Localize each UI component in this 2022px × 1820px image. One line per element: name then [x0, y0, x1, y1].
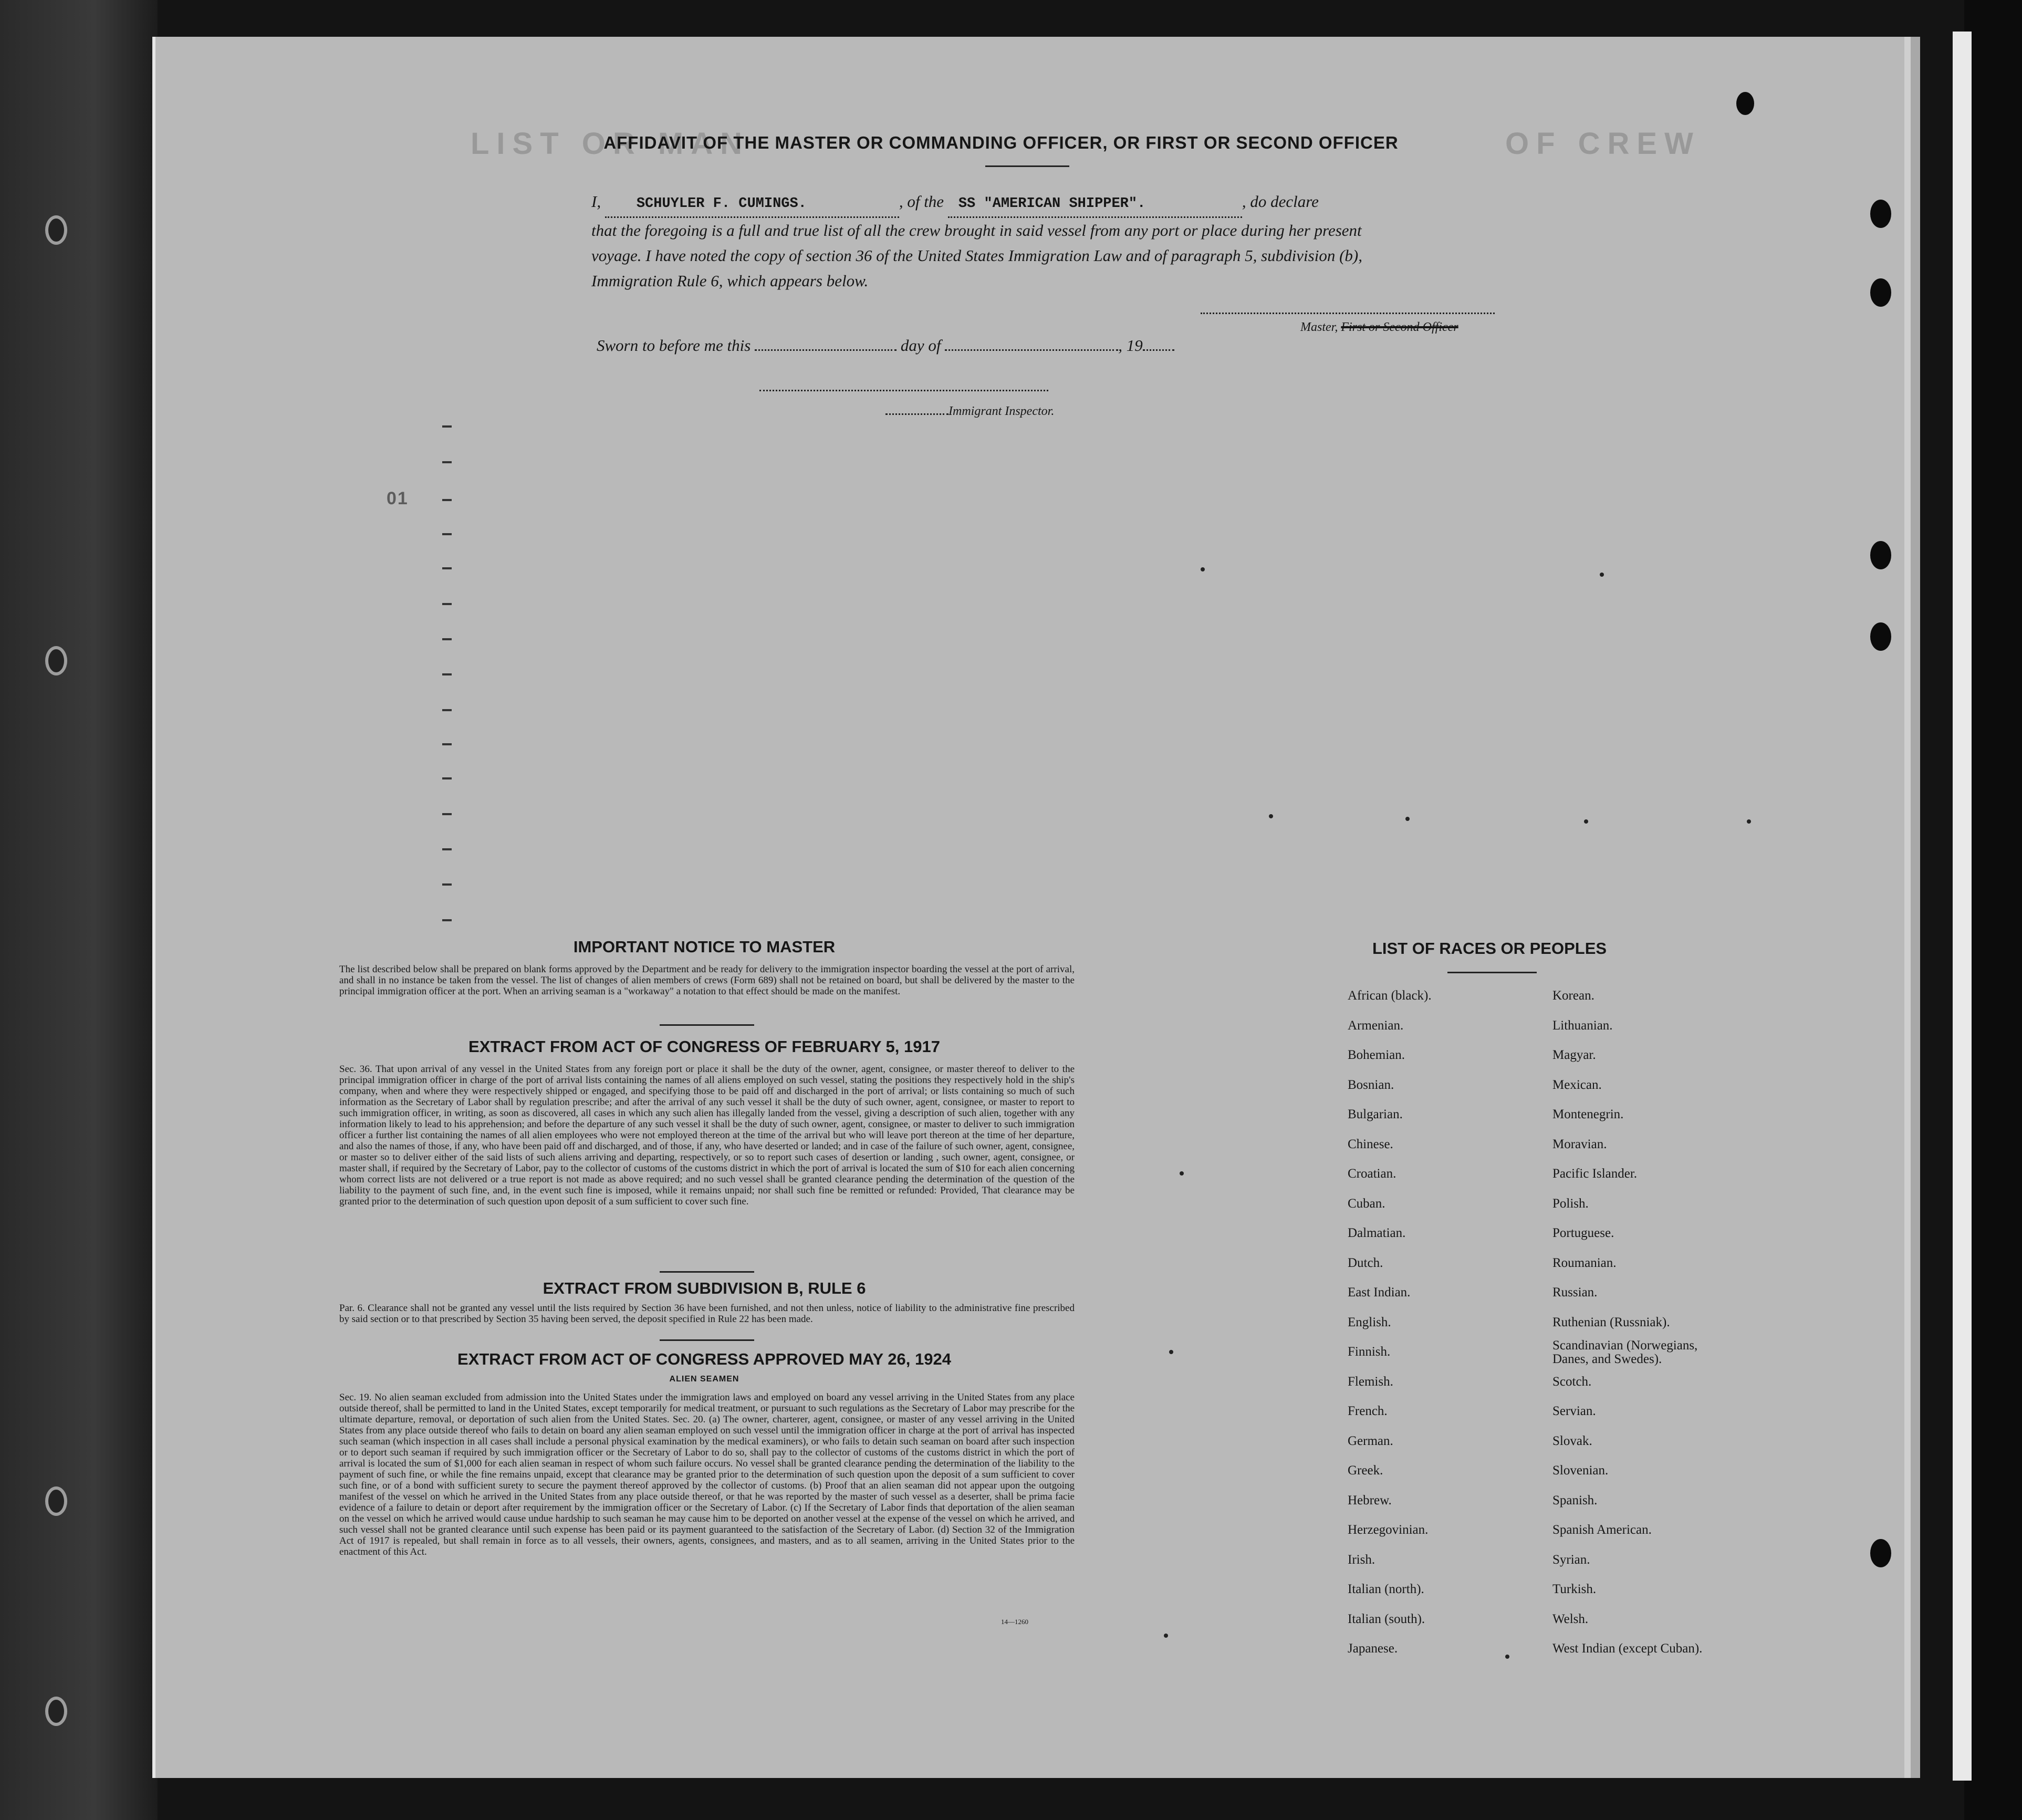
master-struck-title: First or Second Officer: [1341, 320, 1458, 334]
affidavit-i: I,: [591, 192, 601, 211]
inspector-signature-line: [759, 390, 1048, 391]
race-item: French.: [1348, 1404, 1388, 1418]
race-item: Italian (north).: [1348, 1582, 1424, 1596]
title-rule: [985, 165, 1069, 167]
extract-1924-text: Sec. 19. No alien seaman excluded from admission into the United States under the immigration laws and employed on board any vessel arriving in the United States from any place outside thereof, shall be permitted to land in the United States, except temporarily for medical treatment, or pursuant to such regulations as the Secretary of Labor may prescribe for the ultimate departure, removal, or deportation of such alien from the United States. Sec. 20. (a) The owner, charterer, agent, consignee, or master of any vessel arriving in the United States from any place outside thereof who fails to detain on board any alien seaman employed on such vessel until the immigration officer in charge at the port of arrival has inspected such seaman (which inspection in all cases shall include a personal physical examination by the medical examiners), or who fails to detain such seaman on board after such inspection or to deport such seaman if required by such immigration officer or the Secretary of Labor to do so, shall pay to the collector of customs of the customs district in which the port of arrival is located the sum of $1,000 for each alien seaman in respect of whom such failure occurs. No vessel shall be granted clearance pending the determination of the liability to the payment of such fine, or while the fine remains unpaid, except that clearance may be granted prior to the determination of such question upon the deposit of a sum sufficient to cover such fine, or of a bond with sufficient surety to secure the payment thereof approved by the collector of customs. (b) Proof that an alien seaman did not appear upon the outgoing manifest of the vessel on which he arrived in the United States from any place outside thereof, or that he was reported by the master of such vessel as a deserter, shall be prima facie evidence of a failure to detain or deport after requirement by the immigration officer or the Secretary of Labor. (c) If the Secretary of Labor finds that deportation of the alien seaman on the vessel on which he arrived would cause undue hardship to such seaman he may cause him to be deported on another vessel at the expense of the vessel on which he arrived, and such vessel shall not be granted clearance until such expense has been paid or its payment guaranteed to the satisfaction of the Secretary of Labor. (d) Section 32 of the Immigration Act of 1917 is repealed, but shall remain in force as to all vessels, their owners, agents, consignees, and masters, and as to all seamen, arriving in the United States prior to the enactment of this Act.: [339, 1392, 1075, 1557]
rule6-title: EXTRACT FROM SUBDIVISION B, RULE 6: [543, 1279, 866, 1297]
race-item: Lithuanian.: [1552, 1018, 1613, 1033]
race-item: Russian.: [1552, 1285, 1598, 1299]
race-item: Servian.: [1552, 1404, 1596, 1418]
ledger-mark: [442, 743, 452, 745]
race-item: Flemish.: [1348, 1374, 1393, 1389]
bleed-through-left: LIST OR MAN: [471, 127, 749, 161]
affidavit-of-the: , of the: [899, 192, 944, 211]
race-item: Spanish American.: [1552, 1523, 1652, 1537]
race-item: Syrian.: [1552, 1552, 1590, 1567]
page-edge: [1953, 32, 1972, 1781]
race-item: African (black).: [1348, 989, 1432, 1003]
binder-hole: [1870, 622, 1891, 651]
race-item: Cuban.: [1348, 1196, 1385, 1211]
race-item: Polish.: [1552, 1196, 1589, 1211]
affidavit-do-declare: , do declare: [1242, 192, 1319, 211]
document-page: [152, 37, 1904, 1778]
race-item: Magyar.: [1552, 1048, 1596, 1062]
race-item: Portuguese.: [1552, 1226, 1614, 1240]
sworn-line: [597, 336, 1174, 355]
affidavit-line-4: Immigration Rule 6, which appears below.: [591, 272, 869, 290]
extract-1917-title: EXTRACT FROM ACT OF CONGRESS OF FEBRUARY 5, 1917: [468, 1037, 940, 1056]
ledger-mark: [442, 533, 452, 535]
ledger-mark: [442, 638, 452, 640]
race-item: East Indian.: [1348, 1285, 1411, 1299]
ledger-mark: [442, 883, 452, 886]
sworn-label: Sworn to before me this: [597, 336, 751, 355]
race-item: Greek.: [1348, 1463, 1383, 1478]
race-item: Italian (south).: [1348, 1611, 1425, 1626]
binder-hole: [45, 1697, 67, 1726]
race-item: Bohemian.: [1348, 1048, 1405, 1062]
ink-speck: [1180, 1171, 1184, 1176]
master-name: SCHUYLER F. CUMINGS.: [605, 191, 899, 218]
bleed-mark: 01: [387, 488, 409, 508]
race-item: Turkish.: [1552, 1582, 1597, 1596]
ledger-mark: [442, 919, 452, 921]
rule6-text: Par. 6. Clearance shall not be granted any vessel until the lists required by Section 36 have been furnished, and not then unless, notice of liability to the administrative fine prescribed by said section or to that prescribed by Section 35 having been served, the deposit specified in Rule 22 has been made.: [339, 1303, 1075, 1325]
race-item: Scotch.: [1552, 1374, 1592, 1389]
races-right-column: [1552, 981, 1773, 1664]
race-item: Slovenian.: [1552, 1463, 1609, 1478]
race-item: German.: [1348, 1433, 1393, 1448]
ink-speck: [1747, 819, 1751, 824]
race-item: Irish.: [1348, 1552, 1375, 1567]
binder-hole: [1870, 278, 1891, 307]
race-item: Slovak.: [1552, 1433, 1592, 1448]
race-item: Korean.: [1552, 989, 1594, 1003]
race-item: Bosnian.: [1348, 1077, 1394, 1092]
extract-1917-rule: [660, 1271, 754, 1273]
race-item: English.: [1348, 1315, 1391, 1329]
race-item: Ruthenian (Russniak).: [1552, 1315, 1670, 1329]
race-item: Japanese.: [1348, 1641, 1398, 1656]
ink-speck: [1201, 567, 1205, 571]
race-item: Finnish.: [1348, 1345, 1391, 1359]
inspector-caption: [885, 404, 1054, 419]
extract-1917-text: Sec. 36. That upon arrival of any vessel in the United States from any foreign port or place it shall be the duty of the owner, agent, consignee, or master thereof to deliver to the principal immigration officer in charge of the port of arrival lists containing the names of all aliens employed on such vessel, stating the positions they respectively hold in the ship's company, when and where they were respectively shipped or engaged, and specifying those to be paid off and discharged in the port of arrival; or lists containing so much of such information as the Secretary of Labor shall by regulation prescribe; and after the arrival of any such vessel it shall be the duty of such owner, agent, consignee, or master to report to such immigration officer, in writing, as soon as discovered, all cases in which any such alien has illegally landed from the vessel, giving a description of such alien, together with any information likely to lead to his apprehension; and before the departure of any such vessel it shall be the duty of such owner, agent, consignee, or master to deliver to such immigration officer a further list containing the names of all alien employees who were not employed thereon at the time of the arrival but who will leave port thereon at the time of her departure, and also the names of those, if any, who have been paid off and discharged, and of those, if any, who have deserted or landed; and in case of the failure of such owner, agent, consignee, or master so to deliver either of the said lists of such aliens arriving and departing, respectively, or so to report such cases of desertion or landing , such owner, agent, consignee, or master shall, if required by the Secretary of Labor, pay to the collector of customs of the customs district in which the port of arrival is located the sum of $10 for each alien concerning whom correct lists are not delivered or a true report is not made as above required; and no such vessel shall be granted clearance pending the determination of the question of the liability to the payment of such fine, and, in the event such fine is imposed, while it remains unpaid; nor shall such fine be remitted or refunded: Provided, That clearance may be granted prior to the determination of such question upon deposit of a sum sufficient to cover such fine.: [339, 1064, 1075, 1207]
affidavit-title: AFFIDAVIT OF THE MASTER OR COMMANDING OFFICER, OR FIRST OR SECOND OFFICER: [603, 133, 1399, 152]
race-item: Herzegovinian.: [1348, 1523, 1429, 1537]
notice-title: IMPORTANT NOTICE TO MASTER: [573, 938, 836, 956]
binder-hole: [1870, 200, 1891, 228]
binder-hole: [45, 646, 67, 675]
master-label: Master,: [1300, 320, 1338, 334]
binder-hole: [45, 1486, 67, 1516]
form-number: 14—1260: [1001, 1618, 1028, 1626]
race-item: Spanish.: [1552, 1493, 1598, 1507]
binder-hole: [1736, 92, 1754, 115]
sworn-month-blank: [945, 349, 1118, 351]
races-title: LIST OF RACES OR PEOPLES: [1372, 939, 1607, 958]
binder-hole: [45, 215, 67, 245]
rule6-rule: [660, 1339, 754, 1341]
master-signature-caption: [1300, 320, 1458, 335]
affidavit-line-2: that the foregoing is a full and true list of all the crew brought in said vessel from any port or place during her present: [591, 221, 1362, 240]
notice-text: The list described below shall be prepared on blank forms approved by the Department and be ready for delivery to the immigration inspector boarding the vessel at the port of arrival, and shall in no instance be taken from the vessel. The list of changes of alien members of crews (Form 689) shall not be retained on board, but shall be delivered by the master to the principal immigration officer at the port. When an arriving seaman is a "workaway" a notation to that effect should be made on the manifest.: [339, 964, 1075, 997]
race-item: Roumanian.: [1552, 1255, 1617, 1270]
race-item: Welsh.: [1552, 1611, 1589, 1626]
ledger-mark: [442, 813, 452, 815]
ink-speck: [1405, 817, 1410, 821]
race-item: Pacific Islander.: [1552, 1167, 1638, 1181]
race-item: Chinese.: [1348, 1137, 1393, 1151]
ledger-mark: [442, 709, 452, 711]
extract-1924-subtitle: ALIEN SEAMEN: [669, 1375, 739, 1384]
extract-1924-title: EXTRACT FROM ACT OF CONGRESS APPROVED MAY 26, 1924: [457, 1350, 951, 1368]
vessel-name: SS "AMERICAN SHIPPER".: [948, 191, 1242, 218]
notice-rule: [660, 1024, 754, 1026]
race-item: Moravian.: [1552, 1137, 1607, 1151]
ink-speck: [1584, 819, 1588, 824]
race-item: Mexican.: [1552, 1077, 1602, 1092]
races-left-column: [1348, 981, 1547, 1664]
ledger-mark: [442, 425, 452, 428]
binder-hole: [1870, 1539, 1891, 1567]
inspector-dots: [885, 413, 949, 415]
scan-background-right: [1964, 0, 2022, 1820]
race-item: Hebrew.: [1348, 1493, 1392, 1507]
race-item: Scandinavian (Norwegians, Danes, and Swedes).: [1552, 1338, 1698, 1366]
race-item: Croatian.: [1348, 1167, 1396, 1181]
inspector-label: Immigrant Inspector.: [949, 404, 1055, 418]
day-of-label: day of: [900, 336, 941, 355]
ledger-mark: [442, 461, 452, 463]
ink-speck: [1164, 1634, 1168, 1638]
binder-hole: [1870, 541, 1891, 569]
race-item: Armenian.: [1348, 1018, 1404, 1033]
scan-background: [0, 0, 158, 1820]
race-item: Dalmatian.: [1348, 1226, 1406, 1240]
ink-speck: [1269, 814, 1273, 818]
ledger-mark: [442, 673, 452, 675]
ledger-mark: [442, 848, 452, 850]
race-item: Bulgarian.: [1348, 1107, 1403, 1121]
master-signature-line: [1201, 313, 1495, 314]
affidavit-body: [591, 189, 1694, 294]
sworn-day-blank: [755, 349, 897, 351]
ink-speck: [1169, 1350, 1173, 1354]
ledger-mark: [442, 499, 452, 501]
ink-speck: [1600, 573, 1604, 577]
race-item: Montenegrin.: [1552, 1107, 1624, 1121]
affidavit-line-3: voyage. I have noted the copy of section 36 of the United States Immigration Law and of paragraph 5, subdivision (b),: [591, 246, 1362, 265]
sworn-year-blank: [1143, 349, 1174, 351]
ledger-mark: [442, 777, 452, 779]
year-label: , 19: [1118, 336, 1143, 355]
bleed-through-right: OF CREW: [1505, 127, 1701, 161]
race-item: Dutch.: [1348, 1255, 1383, 1270]
ledger-mark: [442, 603, 452, 605]
ledger-mark: [442, 567, 452, 569]
races-rule: [1447, 972, 1537, 973]
race-item: West Indian (except Cuban).: [1552, 1641, 1703, 1656]
